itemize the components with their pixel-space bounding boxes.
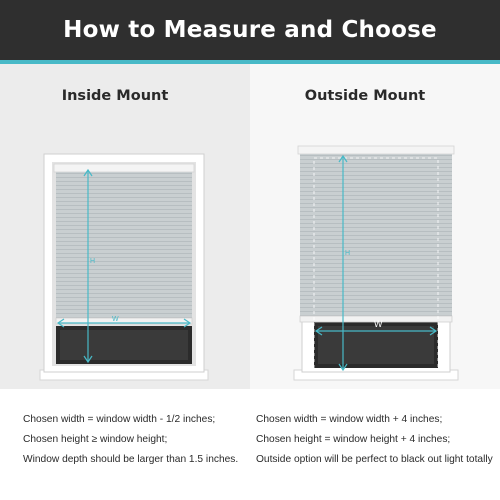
outside-note-blackout: Outside option will be perfect to black out light totally (256, 454, 493, 465)
page-title: How to Measure and Choose (63, 17, 437, 43)
header-banner (0, 0, 500, 60)
height-label: H (345, 250, 351, 257)
inside-mount-title: Inside Mount (61, 88, 169, 104)
outside-mount-notes (256, 410, 500, 470)
headrail (298, 146, 454, 154)
outside-note-height: Chosen height = window height + 4 inches; (256, 434, 451, 445)
inside-note-depth: Window depth should be larger than 1.5 inches. (23, 454, 239, 465)
height-label: H (90, 258, 96, 265)
cellular-shade (56, 172, 192, 320)
inside-note-height: Chosen height ≥ window height; (23, 434, 168, 445)
cellular-shade (300, 154, 452, 316)
inside-note-width: Chosen width = window width - 1/2 inches; (23, 414, 216, 425)
outside-mount-title: Outside Mount (304, 88, 426, 104)
width-label: W (374, 319, 383, 329)
outside-note-width: Chosen width = window width + 4 inches; (256, 414, 443, 425)
outside-mount-illustration (290, 140, 462, 382)
width-label: W (112, 316, 119, 323)
headrail (54, 164, 194, 172)
inside-mount-illustration (38, 150, 210, 382)
inside-mount-notes (23, 410, 248, 470)
